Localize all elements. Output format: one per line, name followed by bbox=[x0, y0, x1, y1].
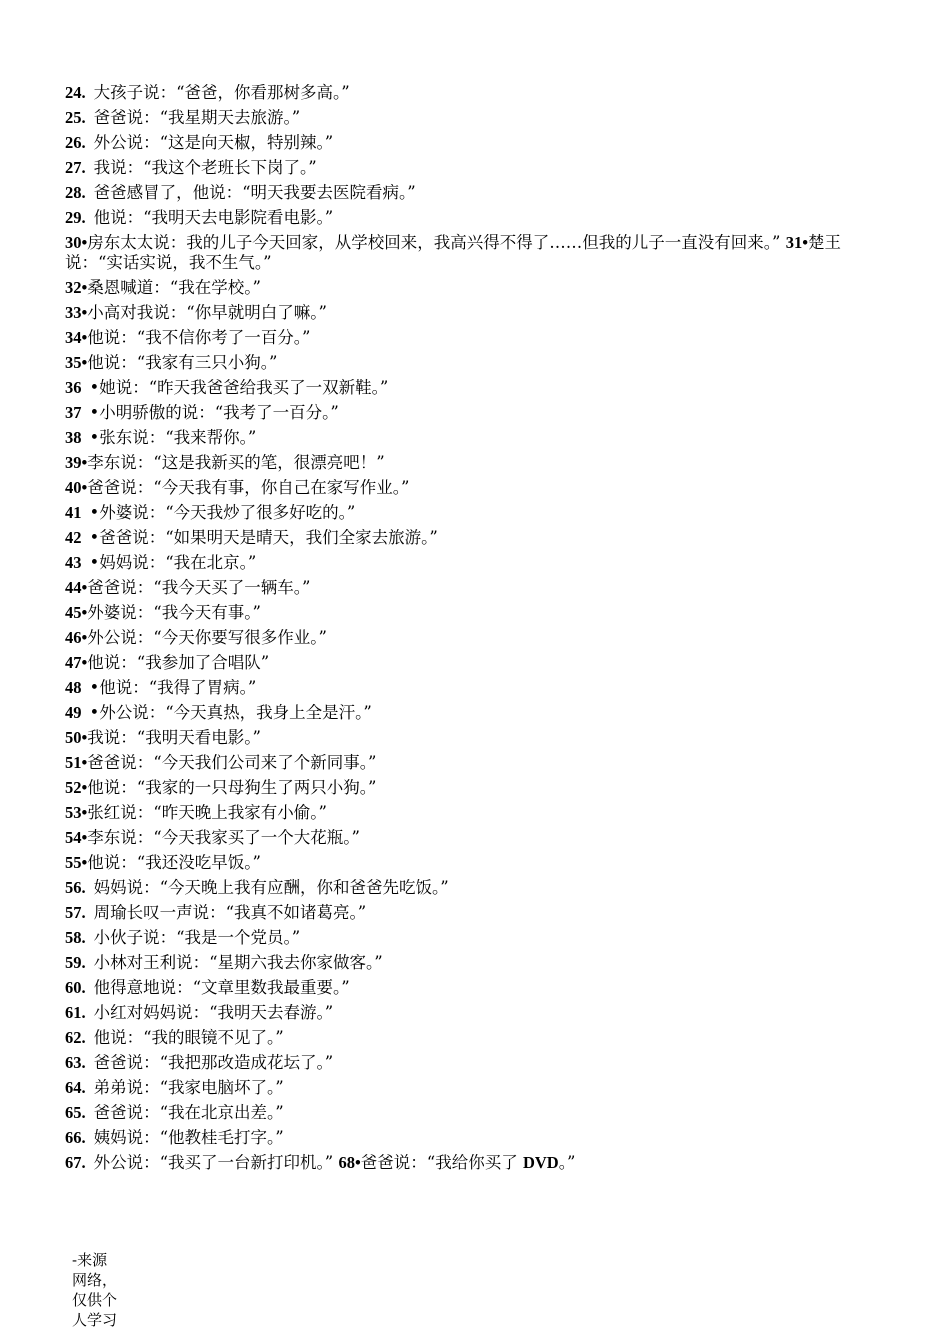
item-text: 我说：“我这个老班长下岗了。” bbox=[93, 158, 317, 177]
list-item bbox=[65, 155, 865, 180]
item-text: 周瑜长叹一声说：“我真不如诸葛亮。” bbox=[93, 903, 367, 922]
item-number: 34• bbox=[65, 328, 88, 347]
list-item bbox=[65, 130, 865, 155]
list-item bbox=[65, 350, 865, 375]
item-number: 24. bbox=[65, 83, 86, 102]
item-number: 37 bbox=[65, 403, 82, 422]
item-text: 爸爸说：“我今天买了一辆车。” bbox=[87, 578, 311, 597]
item-number: 54• bbox=[65, 828, 88, 847]
list-item bbox=[65, 875, 865, 900]
item-text: 爸爸说：“今天我们公司来了个新同事。” bbox=[87, 753, 377, 772]
list-item bbox=[65, 230, 865, 275]
item-text: 他说：“我参加了合唱队” bbox=[87, 653, 270, 672]
list-item bbox=[65, 105, 865, 130]
item-text: •外婆说：“今天我炒了很多好吃的。” bbox=[89, 503, 356, 522]
item-text: 妈妈说：“今天晚上我有应酬，你和爸爸先吃饭。” bbox=[93, 878, 449, 897]
item-number: 44• bbox=[65, 578, 88, 597]
item-number: 64. bbox=[65, 1078, 86, 1097]
list-item bbox=[65, 205, 865, 230]
list-item bbox=[65, 275, 865, 300]
item-number: 26. bbox=[65, 133, 86, 152]
item-text: 楚王说：“实话实说，我不生气。” bbox=[65, 233, 841, 272]
list-item bbox=[65, 1000, 865, 1025]
item-number: 67. bbox=[65, 1153, 86, 1172]
list-item bbox=[65, 550, 865, 575]
list-item bbox=[65, 825, 865, 850]
item-number: 25. bbox=[65, 108, 86, 127]
item-number: 50• bbox=[65, 728, 88, 747]
item-number: 45• bbox=[65, 603, 88, 622]
list-item bbox=[65, 925, 865, 950]
list-item bbox=[65, 775, 865, 800]
item-number: 32• bbox=[65, 278, 88, 297]
item-text: 小林对王利说：“星期六我去你家做客。” bbox=[93, 953, 383, 972]
list-item bbox=[65, 1050, 865, 1075]
item-number: 31• bbox=[785, 233, 808, 252]
list-item bbox=[65, 80, 865, 105]
list-item bbox=[65, 325, 865, 350]
item-text: 我说：“我明天看电影。” bbox=[87, 728, 261, 747]
item-number: 60. bbox=[65, 978, 86, 997]
item-number: 35• bbox=[65, 353, 88, 372]
list-item bbox=[65, 500, 865, 525]
list-item bbox=[65, 300, 865, 325]
item-number: 49 bbox=[65, 703, 82, 722]
list-item bbox=[65, 375, 865, 400]
item-number: 51• bbox=[65, 753, 88, 772]
document-body bbox=[65, 80, 865, 1175]
item-number: 27. bbox=[65, 158, 86, 177]
item-text: •爸爸说：“如果明天是晴天，我们全家去旅游。” bbox=[89, 528, 438, 547]
item-text: 外婆说：“我今天有事。” bbox=[87, 603, 261, 622]
item-number: 61. bbox=[65, 1003, 86, 1022]
item-number: 28. bbox=[65, 183, 86, 202]
item-text: 他说：“我还没吃早饭。” bbox=[87, 853, 261, 872]
item-number: 46• bbox=[65, 628, 88, 647]
item-text: 他说：“我的眼镜不见了。” bbox=[93, 1028, 284, 1047]
item-text: 爸爸说：“今天我有事，你自己在家写作业。” bbox=[87, 478, 410, 497]
item-text: 外公说：“这是向天椒，特别辣。” bbox=[93, 133, 334, 152]
list-item bbox=[65, 400, 865, 425]
item-number: 38 bbox=[65, 428, 82, 447]
list-item bbox=[65, 700, 865, 725]
item-number: 56. bbox=[65, 878, 86, 897]
item-text: 爸爸说：“我给你买了 bbox=[360, 1153, 518, 1172]
list-item bbox=[65, 975, 865, 1000]
item-number: 53• bbox=[65, 803, 88, 822]
item-bold-text: DVD bbox=[522, 1153, 559, 1172]
list-item bbox=[65, 625, 865, 650]
list-item bbox=[65, 950, 865, 975]
item-text: 小高对我说：“你早就明白了嘛。” bbox=[87, 303, 327, 322]
item-text: 张红说：“昨天晚上我家有小偷。” bbox=[87, 803, 327, 822]
item-number: 42 bbox=[65, 528, 82, 547]
list-item bbox=[65, 1150, 865, 1175]
list-item bbox=[65, 750, 865, 775]
item-number: 59. bbox=[65, 953, 86, 972]
item-number: 66. bbox=[65, 1128, 86, 1147]
item-number: 57. bbox=[65, 903, 86, 922]
item-number: 62. bbox=[65, 1028, 86, 1047]
item-text: 他说：“我家有三只小狗。” bbox=[87, 353, 278, 372]
item-text: 爸爸感冒了，他说：“明天我要去医院看病。” bbox=[93, 183, 416, 202]
list-item bbox=[65, 850, 865, 875]
item-number: 33• bbox=[65, 303, 88, 322]
source-note: -来源网络，仅供个人学习 bbox=[72, 1251, 118, 1329]
item-text: •小明骄傲的说：“我考了一百分。” bbox=[89, 403, 339, 422]
list-item bbox=[65, 475, 865, 500]
item-number: 65. bbox=[65, 1103, 86, 1122]
item-text: 爸爸说：“我在北京出差。” bbox=[93, 1103, 284, 1122]
item-number: 47• bbox=[65, 653, 88, 672]
item-text: •她说：“昨天我爸爸给我买了一双新鞋。” bbox=[89, 378, 389, 397]
list-item bbox=[65, 180, 865, 205]
list-item bbox=[65, 1025, 865, 1050]
item-text: 李东说：“今天我家买了一个大花瓶。” bbox=[87, 828, 360, 847]
item-text: 大孩子说：“爸爸，你看那树多高。” bbox=[93, 83, 350, 102]
item-text: •妈妈说：“我在北京。” bbox=[89, 553, 257, 572]
item-number: 48 bbox=[65, 678, 82, 697]
item-text: 外公说：“今天你要写很多作业。” bbox=[87, 628, 327, 647]
item-text: 小伙子说：“我是一个党员。” bbox=[93, 928, 301, 947]
item-text: •他说：“我得了胃病。” bbox=[89, 678, 257, 697]
list-item bbox=[65, 425, 865, 450]
item-text: 房东太太说：我的儿子今天回家，从学校回来，我高兴得不得了……但我的儿子一直没有回来。” bbox=[87, 233, 781, 252]
item-text: 他说：“我明天去电影院看电影。” bbox=[93, 208, 334, 227]
item-text: •外公说：“今天真热，我身上全是汗。” bbox=[89, 703, 372, 722]
list-item bbox=[65, 800, 865, 825]
list-item bbox=[65, 1125, 865, 1150]
item-number: 40• bbox=[65, 478, 88, 497]
item-text: 爸爸说：“我星期天去旅游。” bbox=[93, 108, 301, 127]
item-text: 他说：“我家的一只母狗生了两只小狗。” bbox=[87, 778, 377, 797]
list-item bbox=[65, 575, 865, 600]
item-text: 小红对妈妈说：“我明天去春游。” bbox=[93, 1003, 334, 1022]
list-item bbox=[65, 600, 865, 625]
item-text: •张东说：“我来帮你。” bbox=[89, 428, 257, 447]
item-text: 。” bbox=[558, 1153, 576, 1172]
item-number: 36 bbox=[65, 378, 82, 397]
item-text: 桑恩喊道：“我在学校。” bbox=[87, 278, 261, 297]
item-number: 58. bbox=[65, 928, 86, 947]
item-number: 29. bbox=[65, 208, 86, 227]
list-item bbox=[65, 1075, 865, 1100]
item-number: 41 bbox=[65, 503, 82, 522]
item-number: 55• bbox=[65, 853, 88, 872]
list-item bbox=[65, 1100, 865, 1125]
item-number: 39• bbox=[65, 453, 88, 472]
item-text: 他得意地说：“文章里数我最重要。” bbox=[93, 978, 350, 997]
item-text: 他说：“我不信你考了一百分。” bbox=[87, 328, 311, 347]
item-text: 外公说：“我买了一台新打印机。” bbox=[93, 1153, 334, 1172]
item-number: 63. bbox=[65, 1053, 86, 1072]
item-text: 弟弟说：“我家电脑坏了。” bbox=[93, 1078, 284, 1097]
item-text: 李东说：“这是我新买的笔，很漂亮吧！” bbox=[87, 453, 385, 472]
item-number: 52• bbox=[65, 778, 88, 797]
item-number: 68• bbox=[338, 1153, 361, 1172]
list-item bbox=[65, 725, 865, 750]
list-item bbox=[65, 675, 865, 700]
list-item bbox=[65, 450, 865, 475]
item-text: 爸爸说：“我把那改造成花坛了。” bbox=[93, 1053, 334, 1072]
item-number: 43 bbox=[65, 553, 82, 572]
list-item bbox=[65, 525, 865, 550]
item-number: 30• bbox=[65, 233, 88, 252]
item-text: 姨妈说：“他教桂毛打字。” bbox=[93, 1128, 284, 1147]
list-item bbox=[65, 650, 865, 675]
list-item bbox=[65, 900, 865, 925]
